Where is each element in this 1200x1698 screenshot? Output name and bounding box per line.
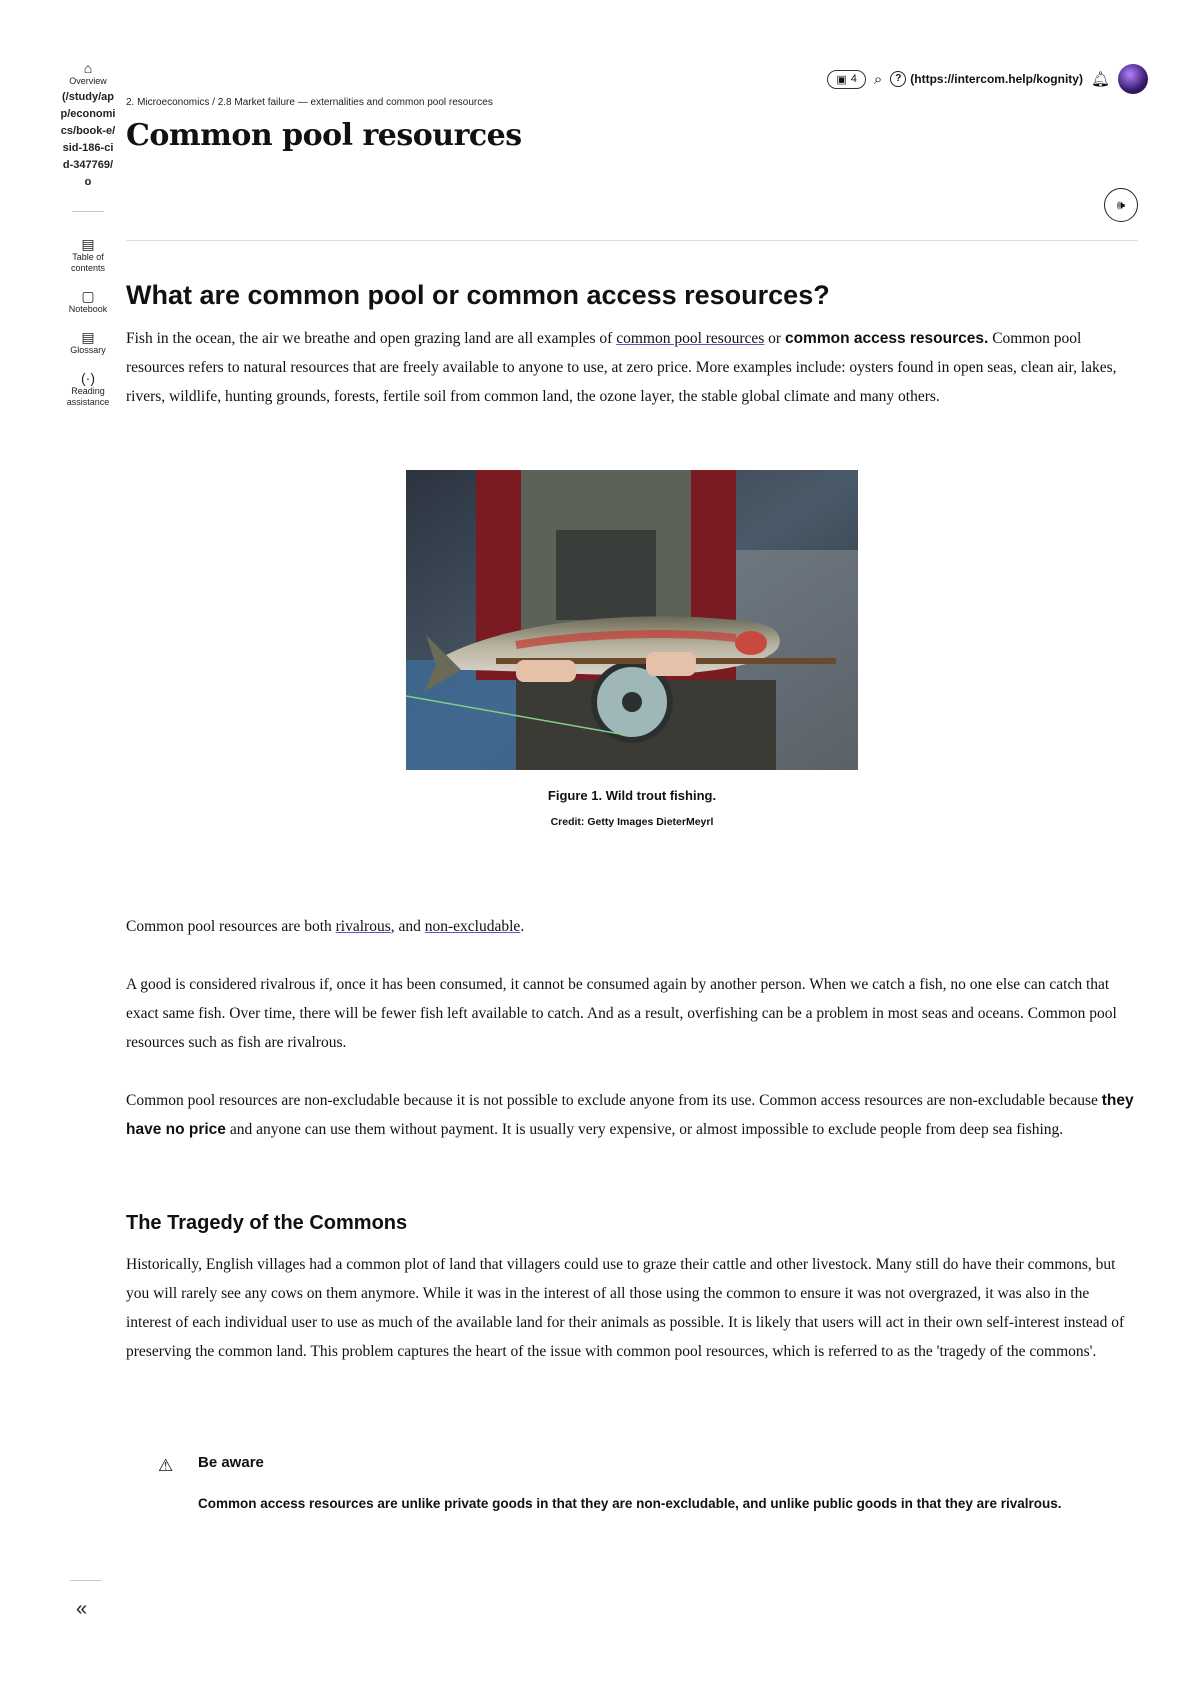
assignments-count: 4 bbox=[850, 73, 857, 85]
listen-button[interactable] bbox=[1104, 188, 1138, 222]
figure-caption: Figure 1. Wild trout fishing. bbox=[547, 788, 717, 803]
be-aware-body: Common access resources are unlike private goods in that they are non-excludable, and unlike public goods in that they are rivalrous. bbox=[198, 1496, 1062, 1511]
reading-assistance-label: Reading assistance bbox=[66, 386, 110, 407]
clipboard-icon: ▣ bbox=[836, 73, 847, 86]
notebook-icon: ▢ bbox=[81, 288, 95, 304]
intro-text-3: Common pool resources refers to natural resources that are freely available to anyone to use, at zero price. More examples include: oysters found in open seas, clean air, lakes, rivers, wildlife, hunting grounds, forests, fertile soil from common land, the ozone layer, the stable global climate and many others. bbox=[126, 330, 1117, 405]
tragedy-paragraph: Historically, English villages had a common plot of land that villagers could use to graze their cattle and other livestock. Many still do have their commons, but you will rarely see any cows on them anymore. While it was in the interest of all those using the common to ensure it was not overgrazed, it was also in the interest of each individual user to use as much of the available land for their animals as possible. It is likely that users will act in their own self-interest instead of preserving the common land. This problem captures the heart of the issue with common pool resources, which is referred to as the 'tragedy of the commons'. bbox=[126, 1256, 1125, 1360]
summary-text-1: Common pool resources are both bbox=[126, 918, 336, 935]
tragedy-heading: The Tragedy of the Commons bbox=[126, 1212, 408, 1234]
common-access-resources-term: common access resources. bbox=[784, 330, 989, 347]
overview-label: Overview bbox=[69, 76, 107, 86]
nonexcl-text-1: Common pool resources are non-excludable because it is not possible to exclude anyone from its use. Common access resources are non-excludable because bbox=[126, 1092, 1102, 1109]
search-icon[interactable]: ⌕ bbox=[873, 70, 883, 88]
collapse-sidebar-button[interactable]: « bbox=[76, 1598, 88, 1620]
rivalrous-paragraph: A good is considered rivalrous if, once it has been consumed, it cannot be consumed again by another person. When we catch a fish, no one else can catch that exact same fish. Over time, there will be fewer fish left available to catch. And as a result, overfishing can be a problem in most seas and oceans. Common pool resources such as fish are rivalrous. bbox=[126, 976, 1117, 1051]
header-divider bbox=[126, 240, 1138, 241]
common-pool-resources-link[interactable]: common pool resources bbox=[616, 330, 765, 347]
non-excludable-paragraph bbox=[126, 1086, 1138, 1144]
summary-text-2: , and bbox=[390, 918, 425, 935]
reading-assistance-icon: (·) bbox=[81, 370, 95, 386]
notebook-label: Notebook bbox=[68, 304, 108, 314]
section-heading: What are common pool or common access resources? bbox=[126, 280, 830, 310]
help-link-text: (https://intercom.help/kognity) bbox=[910, 72, 1083, 86]
rail-divider bbox=[72, 211, 104, 212]
bell-icon[interactable]: 🔔︎ bbox=[1090, 71, 1110, 88]
nonexcl-text-2: and anyone can use them without payment. It is usually very expensive, or almost impossible to exclude people from deep sea fishing. bbox=[225, 1121, 1064, 1138]
intro-paragraph bbox=[126, 324, 1138, 411]
be-aware-title: Be aware bbox=[198, 1454, 264, 1471]
non-excludable-link[interactable]: non-excludable bbox=[424, 918, 521, 935]
glossary-nav[interactable] bbox=[60, 329, 116, 356]
breadcrumb[interactable]: 2. Microeconomics / 2.8 Market failure — externalities and common pool resources bbox=[126, 97, 493, 108]
home-icon: ⌂ bbox=[83, 60, 93, 76]
notebook-nav[interactable] bbox=[60, 288, 116, 315]
help-link[interactable] bbox=[890, 71, 1083, 87]
figure-credit: Credit: Getty Images DieterMeyrl bbox=[550, 816, 714, 828]
rivalrous-link[interactable]: rivalrous bbox=[335, 918, 391, 935]
trout-fishing-image[interactable] bbox=[406, 470, 858, 770]
reading-assistance-nav[interactable] bbox=[60, 370, 116, 408]
speaker-icon: 🕪︎ bbox=[1116, 197, 1126, 212]
table-of-contents-icon: ▤ bbox=[81, 236, 95, 252]
assignments-badge[interactable] bbox=[827, 70, 866, 89]
glossary-icon: ▤ bbox=[81, 329, 95, 345]
overview-nav[interactable] bbox=[60, 60, 116, 191]
summary-text-3: . bbox=[520, 918, 525, 935]
toc-label: Table of contents bbox=[70, 252, 106, 273]
overview-link[interactable]: (/study/app/economics/book-e/sid-186-cid-347769/o bbox=[60, 91, 116, 188]
intro-text-1: Fish in the ocean, the air we breathe and open grazing land are all examples of bbox=[126, 330, 617, 347]
top-bar bbox=[827, 64, 1148, 94]
toc-nav[interactable] bbox=[60, 236, 116, 274]
help-icon: ? bbox=[890, 71, 906, 87]
avatar[interactable] bbox=[1118, 64, 1148, 94]
rail-bottom-divider bbox=[70, 1580, 102, 1581]
trout-photo bbox=[406, 470, 858, 770]
rivalrous-summary-paragraph bbox=[126, 912, 1138, 941]
intro-text-2: or bbox=[764, 330, 785, 347]
glossary-label: Glossary bbox=[70, 345, 106, 355]
left-rail bbox=[60, 60, 116, 422]
no-price-term: they have no price bbox=[126, 1092, 1134, 1138]
warning-icon: ⚠ bbox=[158, 1456, 174, 1475]
page-title: Common pool resources bbox=[126, 118, 522, 153]
